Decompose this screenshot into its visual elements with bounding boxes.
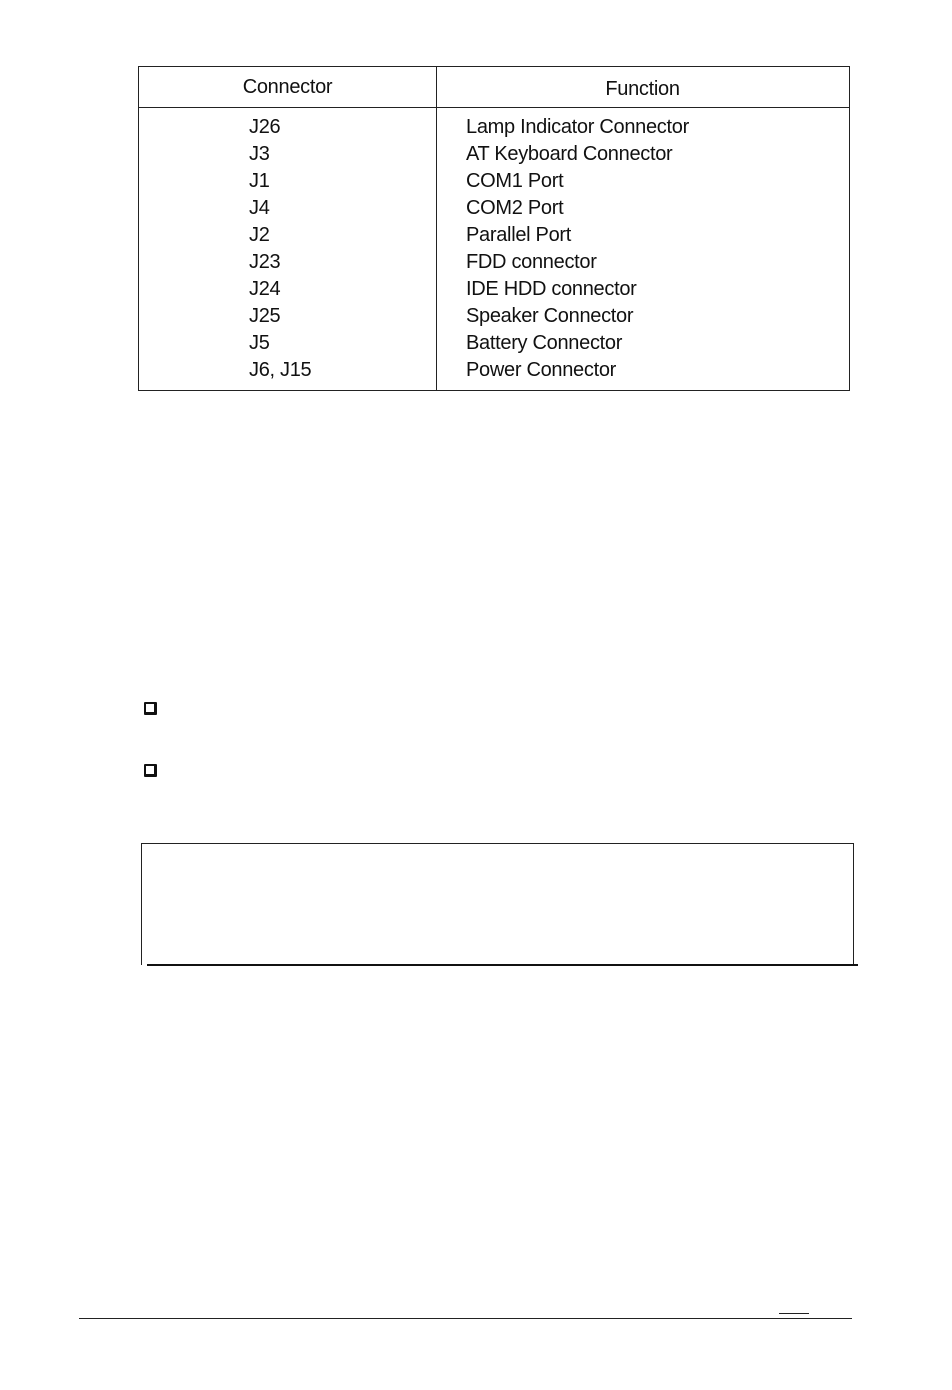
table-row	[139, 115, 849, 142]
cell-connector: J1	[249, 170, 270, 192]
cell-connector: J2	[249, 224, 270, 246]
cell-connector: J26	[249, 116, 281, 138]
table-row	[139, 331, 849, 358]
cell-function: Speaker Connector	[466, 305, 634, 327]
connector-table	[138, 66, 850, 391]
cell-function: Lamp Indicator Connector	[466, 116, 689, 138]
cell-connector: J5	[249, 332, 270, 354]
table-row	[139, 223, 849, 250]
table-row	[139, 169, 849, 196]
header-connector: Connector	[242, 76, 333, 98]
table-row	[139, 304, 849, 331]
header-function: Function	[605, 78, 680, 100]
cell-connector: J23	[249, 251, 281, 273]
footer-page-mark	[779, 1313, 809, 1314]
cell-connector: J25	[249, 305, 281, 327]
cell-function: FDD connector	[466, 251, 597, 273]
cell-connector: J3	[249, 143, 270, 165]
table-row	[139, 358, 849, 385]
cell-function: AT Keyboard Connector	[466, 143, 673, 165]
checkbox-square-icon	[144, 702, 157, 715]
cell-connector: J6, J15	[249, 359, 312, 381]
cell-function: Battery Connector	[466, 332, 623, 354]
cell-function: COM1 Port	[466, 170, 564, 192]
cell-connector: J24	[249, 278, 281, 300]
note-box-bottom-rule	[147, 964, 858, 966]
cell-connector: J4	[249, 197, 270, 219]
cell-function: COM2 Port	[466, 197, 564, 219]
note-box	[141, 843, 854, 965]
table-row	[139, 142, 849, 169]
header-divider	[139, 107, 849, 108]
footer-rule	[79, 1318, 852, 1319]
table-row	[139, 277, 849, 304]
cell-function: Parallel Port	[466, 224, 572, 246]
cell-function: IDE HDD connector	[466, 278, 637, 300]
checkbox-square-icon	[144, 764, 157, 777]
table-row	[139, 250, 849, 277]
table-body	[139, 115, 849, 385]
cell-function: Power Connector	[466, 359, 617, 381]
table-row	[139, 196, 849, 223]
